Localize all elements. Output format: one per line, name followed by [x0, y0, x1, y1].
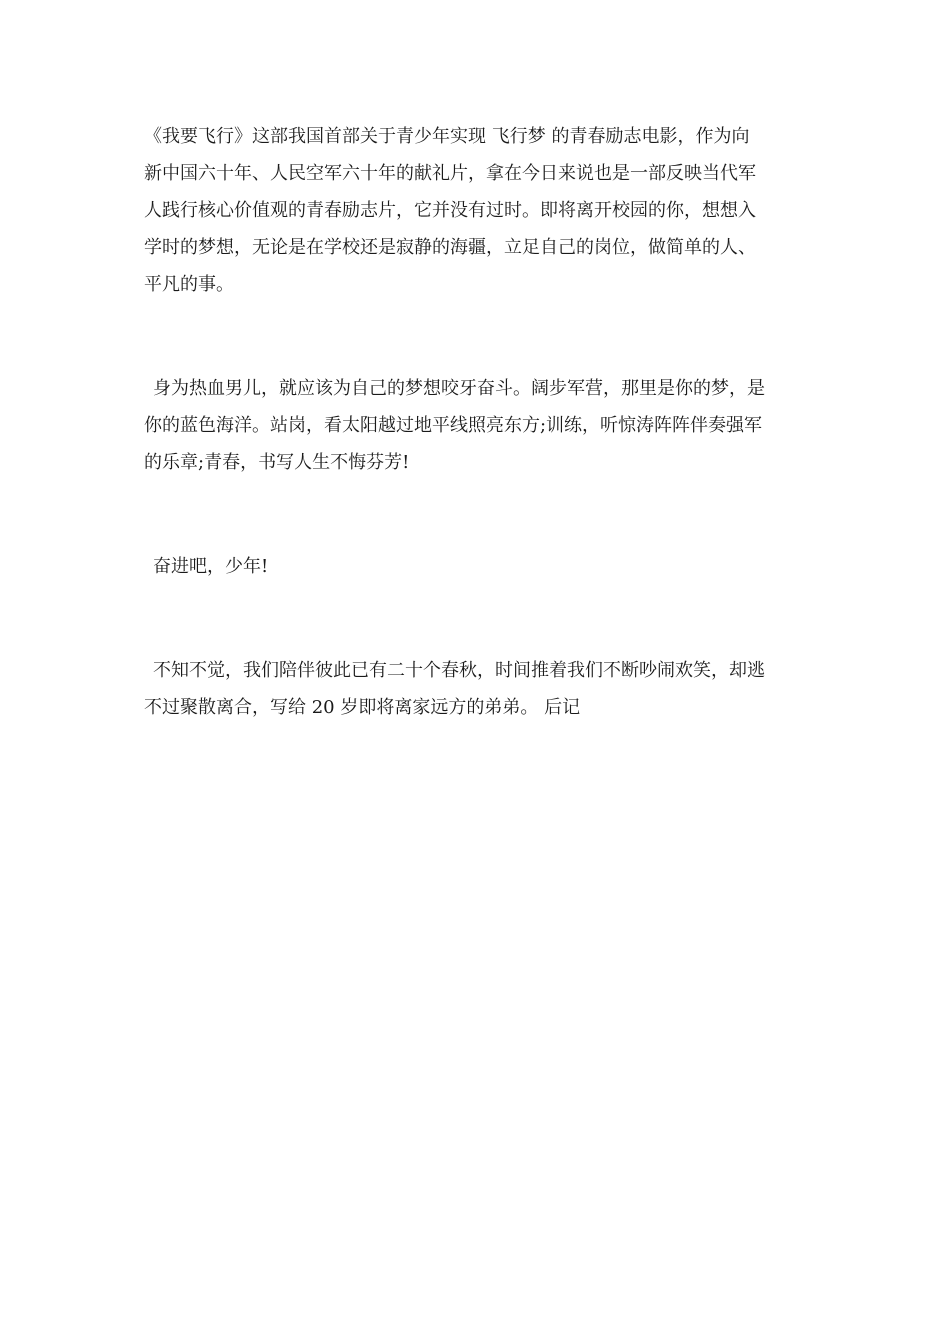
- paragraph-exhortation: [144, 548, 810, 585]
- paragraph-line: 的乐章;青春，书写人生不悔芬芳!: [144, 452, 410, 473]
- paragraph-line: 奋进吧，少年!: [153, 556, 269, 577]
- paragraph-line: 不过聚散离合，写给 20 岁即将离家远方的弟弟。 后记: [144, 697, 581, 718]
- paragraph-film-intro: [144, 118, 810, 303]
- paragraph-line: 身为热血男儿，就应该为自己的梦想咬牙奋斗。阔步军营，那里是你的梦，是: [153, 378, 765, 399]
- paragraph-line: 不知不觉，我们陪伴彼此已有二十个春秋，时间推着我们不断吵闹欢笑，却逃: [153, 660, 765, 681]
- paragraph-line: 你的蓝色海洋。站岗，看太阳越过地平线照亮东方;训练，听惊涛阵阵伴奏强军: [144, 415, 763, 436]
- paragraph-afterword: [144, 652, 810, 726]
- paragraph-line: 新中国六十年、人民空军六十年的献礼片，拿在今日来说也是一部反映当代军: [144, 163, 756, 184]
- paragraph-line: 学时的梦想，无论是在学校还是寂静的海疆，立足自己的岗位，做简单的人、: [144, 237, 756, 258]
- paragraph-military-dream: [144, 370, 810, 481]
- paragraph-line: 人践行核心价值观的青春励志片，它并没有过时。即将离开校园的你，想想入: [144, 200, 756, 221]
- paragraph-line: 平凡的事。: [144, 274, 234, 295]
- paragraph-line: 《我要飞行》这部我国首部关于青少年实现 飞行梦 的青春励志电影，作为向: [144, 126, 750, 147]
